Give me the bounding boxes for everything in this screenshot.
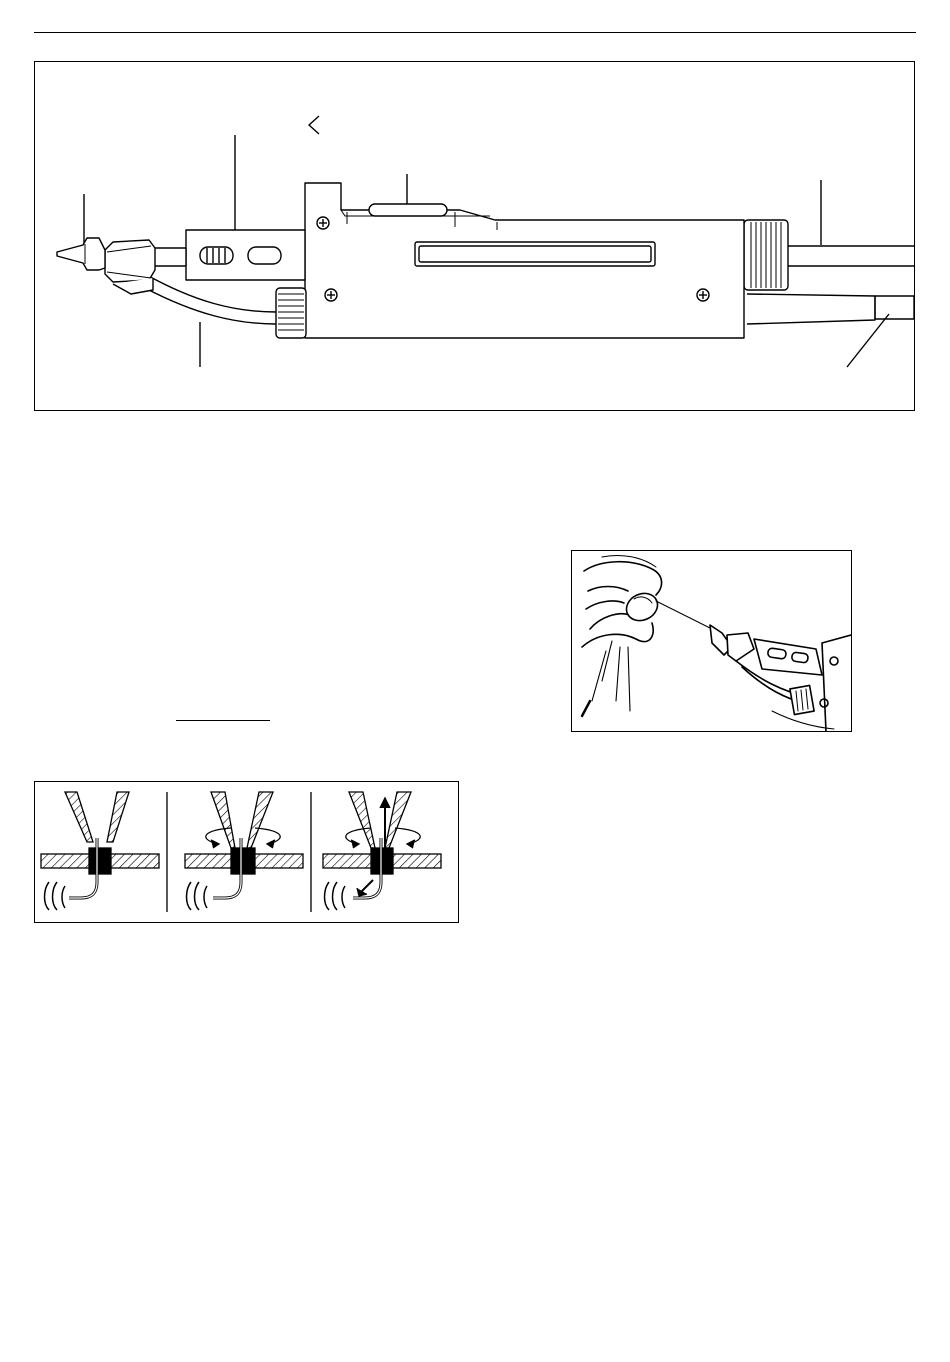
callout-line-tube <box>847 314 889 367</box>
desoldering-tool-figure <box>34 61 915 411</box>
step-panel-2 <box>185 792 303 910</box>
desoldering-steps-illustration <box>35 782 458 922</box>
underline-mark <box>176 720 270 721</box>
step-panel-3 <box>323 792 441 910</box>
tip-cleaning-figure <box>571 550 852 732</box>
desoldering-tool-illustration <box>35 62 914 410</box>
callout-angle-mark <box>309 116 319 134</box>
hand-cleaning-tip-illustration <box>572 551 851 731</box>
header-rule <box>34 32 916 33</box>
step-panel-1 <box>41 792 159 910</box>
desoldering-steps-figure <box>34 781 459 923</box>
